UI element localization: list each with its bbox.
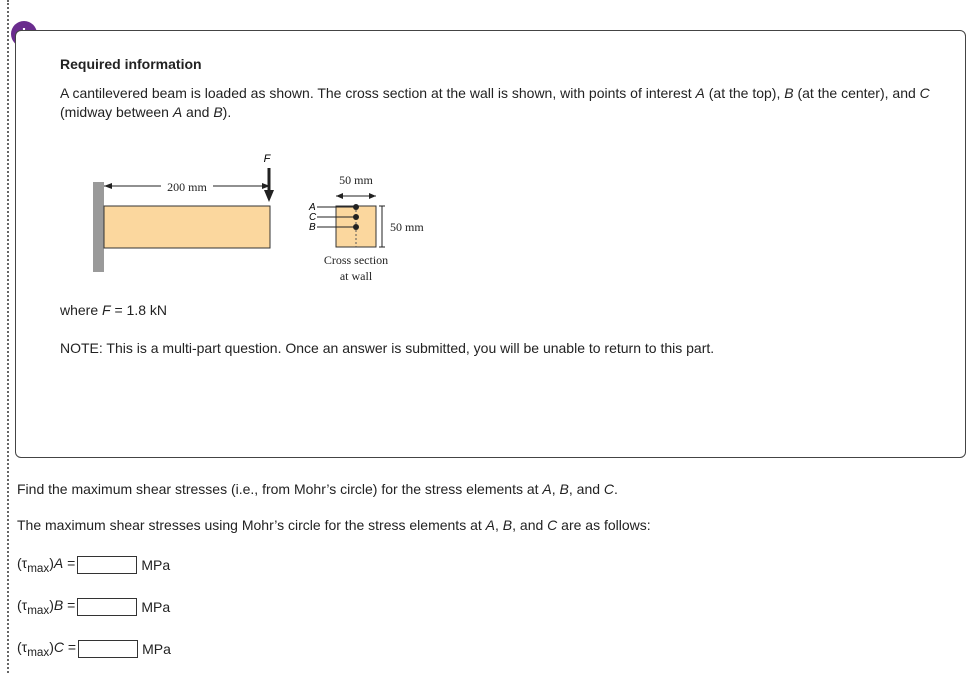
point-c-marker xyxy=(353,214,359,220)
problem-statement: A cantilevered beam is loaded as shown. The cross section at the wall is shown, with points of interest A (at the top), B (at the center), and C (midway between A and B). xyxy=(60,85,930,120)
answer-label-b: $(\tau_{max})B$ = xyxy=(17,597,76,617)
answer-label-c: $(\tau_{max})C$ = xyxy=(17,639,77,659)
cross-section-caption-line2: at wall xyxy=(339,269,373,283)
answer-label-a: $(\tau_{max})A$ = xyxy=(17,555,76,575)
unit-label-b: MPa xyxy=(141,599,171,615)
wall xyxy=(93,182,104,272)
answer-row-a xyxy=(17,554,170,576)
answer-row-c xyxy=(17,638,171,660)
cs-width-arrow-left xyxy=(336,193,343,199)
point-b-label: B xyxy=(309,222,316,233)
left-dotted-border xyxy=(7,0,9,673)
unit-label-c: MPa xyxy=(142,641,171,657)
cs-height-label: 50 mm xyxy=(390,220,424,234)
tau-max-b-input[interactable] xyxy=(77,598,137,616)
beam xyxy=(104,206,270,248)
point-b-marker xyxy=(353,224,359,230)
force-label: F xyxy=(263,153,271,165)
tau-max-c-input[interactable] xyxy=(78,640,138,658)
cs-width-label: 50 mm xyxy=(339,173,373,187)
cross-section-caption-line1: Cross section xyxy=(323,253,389,267)
beam-length-label: 200 mm xyxy=(167,180,207,194)
given-force: where F = 1.8 kN xyxy=(60,302,168,318)
point-a-label: A xyxy=(309,202,316,213)
force-arrow-head xyxy=(264,190,274,202)
unit-label-a: MPa xyxy=(141,557,171,573)
cs-width-arrow-right xyxy=(369,193,376,199)
point-c-label: C xyxy=(309,212,317,223)
multi-part-note: NOTE: This is a multi-part question. Once an answer is submitted, you will be unable to return to this part. xyxy=(60,340,715,356)
beam-figure xyxy=(85,150,445,290)
tau-max-a-input[interactable] xyxy=(77,556,137,574)
dimension-arrow-left xyxy=(104,183,112,189)
required-information-heading: Required information xyxy=(60,56,202,72)
answer-row-b xyxy=(17,596,170,618)
point-a-marker xyxy=(353,204,359,210)
answer-intro: The maximum shear stresses using Mohr’s circle for the stress elements at A, B, and C are as follows: xyxy=(17,517,651,533)
question-prompt: Find the maximum shear stresses (i.e., from Mohr’s circle) for the stress elements at A, B, and C. xyxy=(17,481,618,497)
